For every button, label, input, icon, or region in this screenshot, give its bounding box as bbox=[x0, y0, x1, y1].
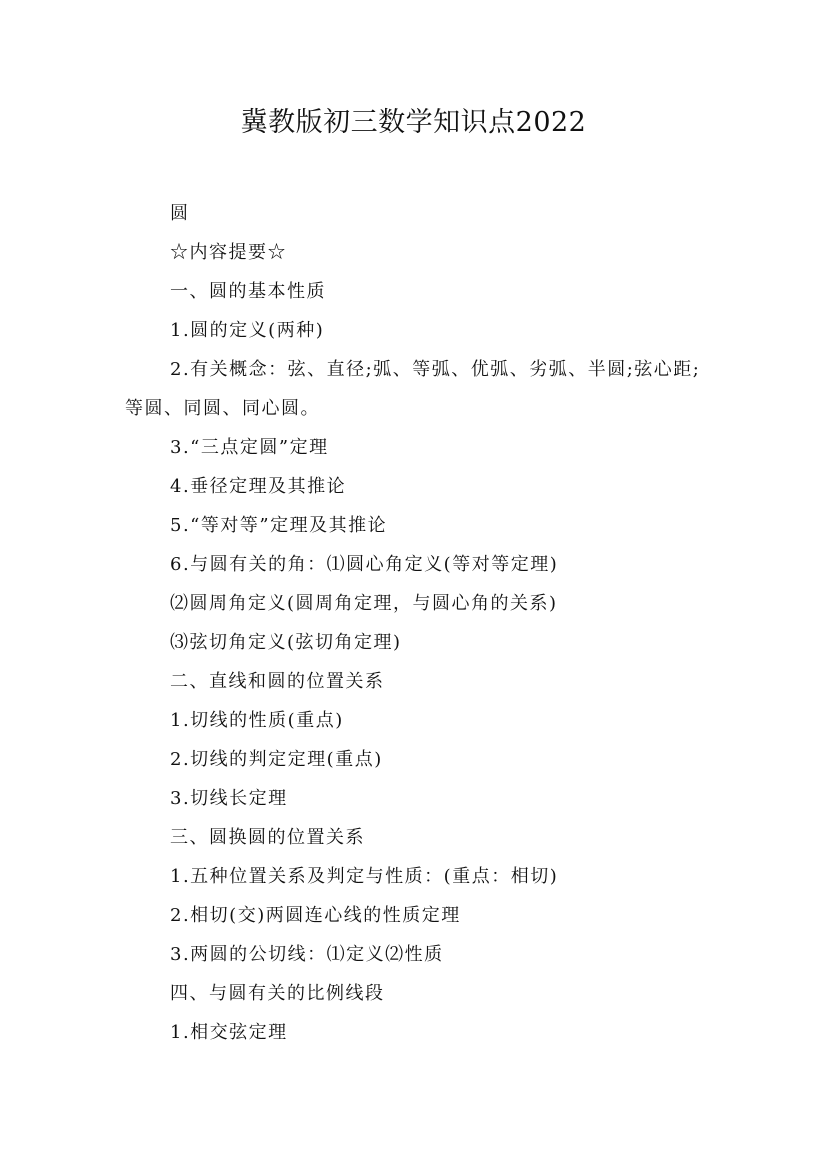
paragraph: ☆内容提要☆ bbox=[170, 242, 287, 263]
paragraph: 1.五种位置关系及判定与性质：(重点：相切) bbox=[170, 866, 559, 887]
document-body bbox=[125, 194, 715, 1052]
section-heading: 一、圆的基本性质 bbox=[170, 281, 326, 302]
paragraph: 4.垂径定理及其推论 bbox=[170, 476, 347, 497]
paragraph: 2.有关概念：弦、直径;弧、等弧、优弧、劣弧、半圆;弦心距;等圆、同圆、同心圆。 bbox=[125, 359, 701, 419]
paragraph: 2.相切(交)两圆连心线的性质定理 bbox=[170, 905, 461, 926]
paragraph: 3.“三点定圆”定理 bbox=[170, 437, 329, 458]
paragraph: 2.切线的判定定理(重点) bbox=[170, 749, 383, 770]
paragraph: 3.切线长定理 bbox=[170, 788, 288, 809]
paragraph: 1.切线的性质(重点) bbox=[170, 710, 344, 731]
paragraph: 圆 bbox=[170, 203, 190, 224]
paragraph: 6.与圆有关的角：⑴圆心角定义(等对等定理) bbox=[170, 554, 559, 575]
section-heading: 三、圆换圆的位置关系 bbox=[170, 827, 365, 848]
document-title: 冀教版初三数学知识点2022 bbox=[240, 107, 587, 138]
section-heading: 四、与圆有关的比例线段 bbox=[170, 983, 385, 1004]
paragraph: 5.“等对等”定理及其推论 bbox=[170, 515, 388, 536]
paragraph: 1.相交弦定理 bbox=[170, 1022, 288, 1043]
paragraph: ⑵圆周角定义(圆周角定理，与圆心角的关系) bbox=[170, 593, 558, 614]
paragraph: 1.圆的定义(两种) bbox=[170, 320, 325, 341]
paragraph: 3.两圆的公切线：⑴定义⑵性质 bbox=[170, 944, 444, 965]
paragraph: ⑶弦切角定义(弦切角定理) bbox=[170, 632, 402, 653]
section-heading: 二、直线和圆的位置关系 bbox=[170, 671, 385, 692]
